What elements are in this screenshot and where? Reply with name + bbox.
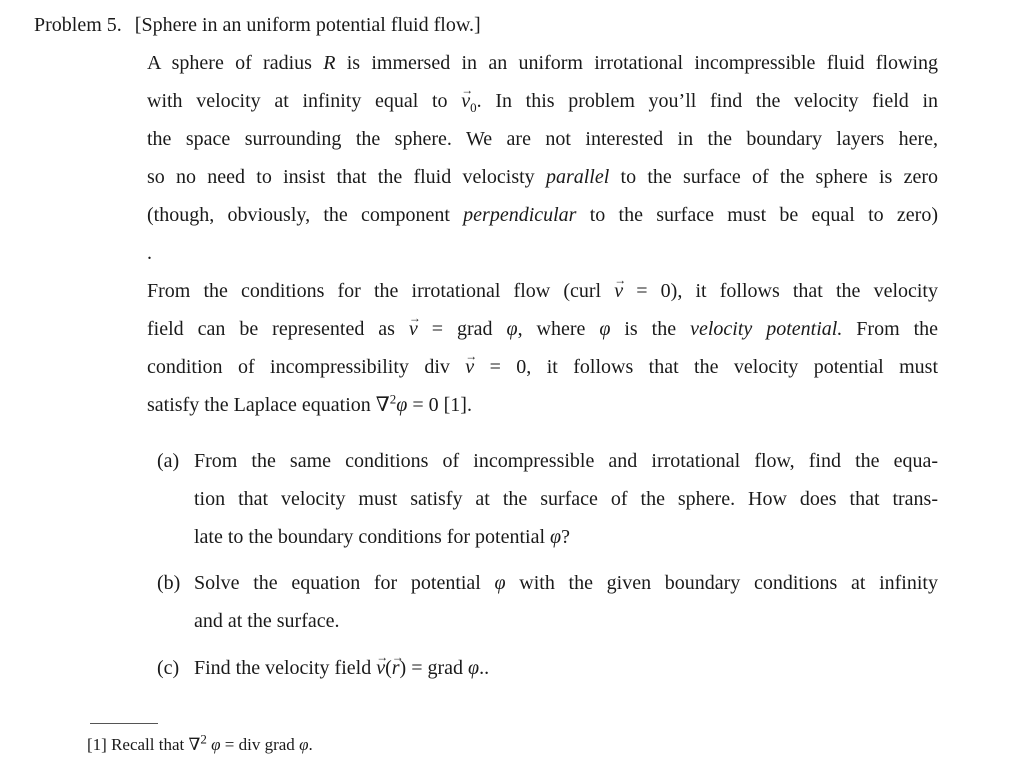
text-line: and at the surface. <box>194 610 340 632</box>
text-line: (though, obviously, the component perpendicular to the surface must be equal to zero) <box>147 204 938 226</box>
position-vector-symbol: → r <box>392 656 400 680</box>
text-line: condition of incompressibility div → v = 0, it follows that the velocity potential must <box>147 355 938 379</box>
text-line: tion that velocity must satisfy at the surface of the sphere. How does that trans- <box>194 488 938 510</box>
footnote: [1] Recall that ∇$^2$ φ = div grad φ. <box>87 731 313 754</box>
text-line: the space surrounding the sphere. We are not interested in the boundary layers here, <box>147 128 938 150</box>
item-label: (c) <box>157 657 180 679</box>
text-line: Solve the equation for potential φ with the given boundary conditions at infinity <box>194 572 938 594</box>
footnote-rule <box>90 723 158 724</box>
text-line: field can be represented as → v = grad φ, where φ is the velocity potential. From the <box>147 317 938 341</box>
velocity-vector-symbol: → v <box>409 317 418 341</box>
text-line: Find the velocity field → v(→ r) = grad φ.. <box>194 656 489 680</box>
velocity-vector-symbol: → v <box>461 89 470 113</box>
velocity-vector-symbol: → v <box>614 279 623 303</box>
text-line: . <box>147 242 152 264</box>
text-line: so no need to insist that the fluid velocisty parallel to the surface of the sphere is zero <box>147 166 938 188</box>
text-line: From the conditions for the irrotational flow (curl → v = 0), it follows that the velocity <box>147 279 938 303</box>
velocity-vector-symbol: → v <box>376 656 385 680</box>
text-line: late to the boundary conditions for potential φ? <box>194 526 570 548</box>
problem-heading <box>34 13 481 37</box>
text-line: with velocity at infinity equal to → $v_0$. In this problem you’ll find the velocity field in <box>147 89 938 113</box>
problem-number: Problem 5. <box>34 14 122 36</box>
footnote-mark: [1] <box>87 735 107 754</box>
text-line: From the same conditions of incompressible and irrotational flow, find the equa- <box>194 450 938 472</box>
text-line: A sphere of radius R is immersed in an uniform irrotational incompressible fluid flowing <box>147 52 938 74</box>
item-label: (b) <box>157 572 181 594</box>
item-label: (a) <box>157 450 180 472</box>
text-line: satisfy the Laplace equation ∇$^2$φ = 0 [1]. <box>147 391 472 416</box>
problem-title: [Sphere in an uniform potential fluid flow.] <box>134 14 481 36</box>
velocity-vector-symbol: → v <box>465 355 474 379</box>
